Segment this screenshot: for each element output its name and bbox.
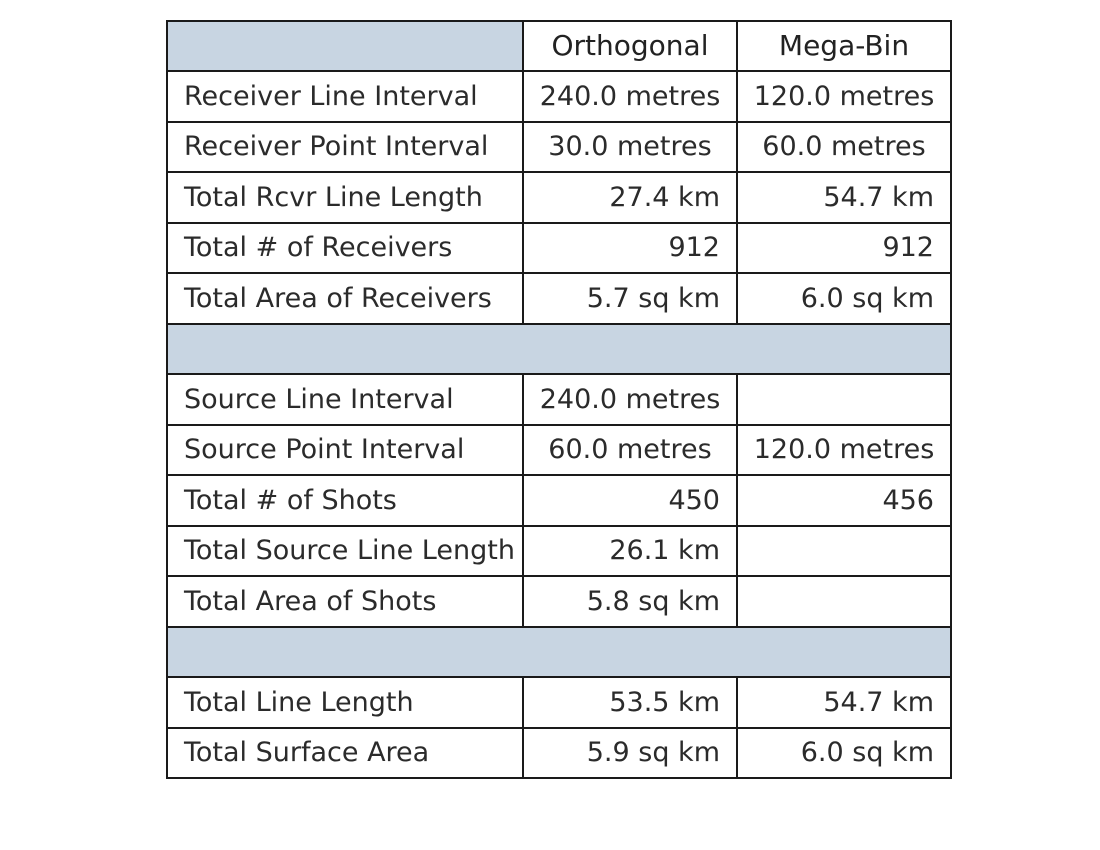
section-separator — [167, 324, 951, 375]
mega-bin-value: 6.0 sq km — [737, 728, 951, 779]
table-row — [167, 71, 951, 122]
mega-bin-value — [737, 576, 951, 627]
separator-cell — [167, 627, 951, 678]
row-label: Total Rcvr Line Length — [167, 172, 523, 223]
row-label: Total Area of Shots — [167, 576, 523, 627]
orthogonal-value: 30.0 metres — [523, 122, 737, 173]
mega-bin-value: 912 — [737, 223, 951, 274]
table-row — [167, 576, 951, 627]
row-label: Total Surface Area — [167, 728, 523, 779]
orthogonal-value: 5.8 sq km — [523, 576, 737, 627]
row-label: Total Source Line Length — [167, 526, 523, 577]
row-label: Total # of Receivers — [167, 223, 523, 274]
mega-bin-value: 54.7 km — [737, 677, 951, 728]
survey-comparison-table — [166, 20, 952, 779]
orthogonal-value: 5.7 sq km — [523, 273, 737, 324]
orthogonal-value: 912 — [523, 223, 737, 274]
row-label: Total Area of Receivers — [167, 273, 523, 324]
table-row — [167, 728, 951, 779]
table-row — [167, 475, 951, 526]
section-separator — [167, 627, 951, 678]
row-label: Source Point Interval — [167, 425, 523, 476]
table-row — [167, 526, 951, 577]
table-row — [167, 273, 951, 324]
table-row — [167, 122, 951, 173]
table-header-row — [167, 21, 951, 71]
mega-bin-value: 60.0 metres — [737, 122, 951, 173]
orthogonal-value: 60.0 metres — [523, 425, 737, 476]
table-row — [167, 374, 951, 425]
separator-cell — [167, 324, 951, 375]
orthogonal-value: 240.0 metres — [523, 374, 737, 425]
orthogonal-value: 240.0 metres — [523, 71, 737, 122]
mega-bin-value: 120.0 metres — [737, 71, 951, 122]
orthogonal-value: 26.1 km — [523, 526, 737, 577]
orthogonal-value: 450 — [523, 475, 737, 526]
row-label: Source Line Interval — [167, 374, 523, 425]
row-label: Receiver Line Interval — [167, 71, 523, 122]
row-label: Total # of Shots — [167, 475, 523, 526]
orthogonal-value: 5.9 sq km — [523, 728, 737, 779]
mega-bin-value: 6.0 sq km — [737, 273, 951, 324]
mega-bin-value: 54.7 km — [737, 172, 951, 223]
table-row — [167, 223, 951, 274]
orthogonal-value: 53.5 km — [523, 677, 737, 728]
header-mega-bin: Mega-Bin — [737, 21, 951, 71]
table-row — [167, 425, 951, 476]
table-row — [167, 172, 951, 223]
header-blank-cell — [167, 21, 523, 71]
mega-bin-value — [737, 526, 951, 577]
header-orthogonal: Orthogonal — [523, 21, 737, 71]
row-label: Receiver Point Interval — [167, 122, 523, 173]
table-row — [167, 677, 951, 728]
row-label: Total Line Length — [167, 677, 523, 728]
orthogonal-value: 27.4 km — [523, 172, 737, 223]
mega-bin-value: 120.0 metres — [737, 425, 951, 476]
mega-bin-value: 456 — [737, 475, 951, 526]
mega-bin-value — [737, 374, 951, 425]
